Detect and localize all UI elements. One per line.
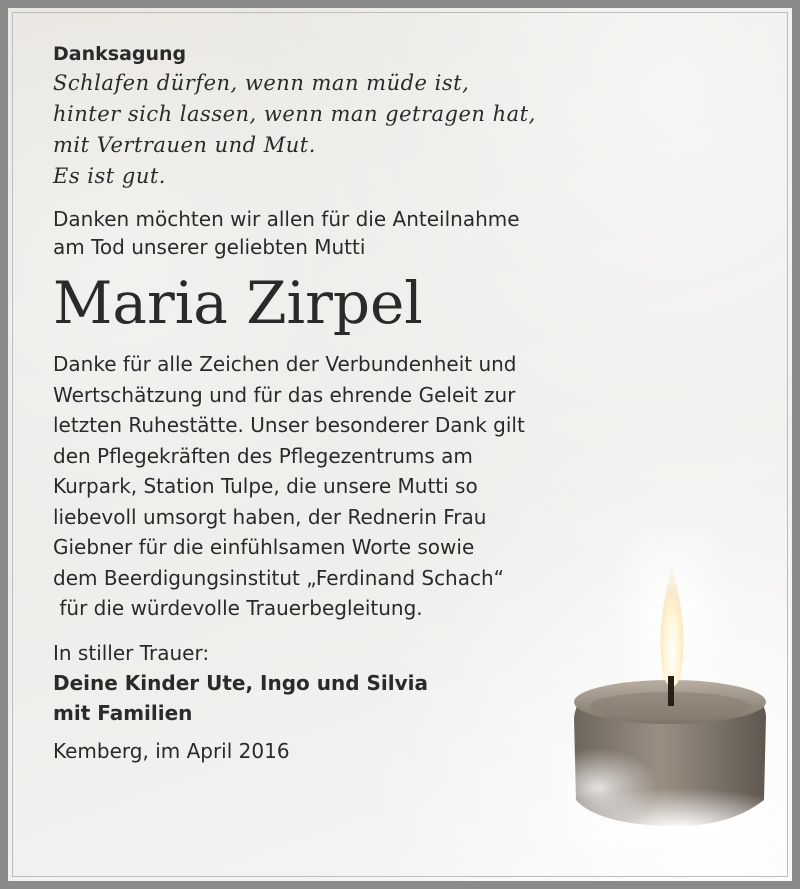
thanks-line: für die würdevolle Trauerbegleitung. [53, 596, 423, 620]
intro [53, 205, 653, 261]
thanks-paragraph [53, 349, 653, 624]
place-date: Kemberg, im April 2016 [53, 738, 290, 763]
poem-line: hinter sich lassen, wenn man getragen hat, [53, 102, 536, 126]
signatory-line: mit Familien [53, 700, 193, 725]
mourning-label: In stiller Trauer: [53, 640, 210, 665]
candle-illustration [568, 528, 788, 848]
signatory-line: Deine Kinder Ute, Ingo und Silvia [53, 670, 428, 695]
poem [53, 68, 653, 192]
poem-line: Schlafen dürfen, wenn man müde ist, [53, 71, 470, 95]
thanks-line: dem Beerdigungsinstitut „Ferdinand Schach“ [53, 565, 505, 590]
intro-line: am Tod unserer geliebten Mutti [53, 235, 366, 259]
thanks-line: Giebner für die einfühlsamen Worte sowie [53, 535, 475, 559]
intro-line: Danken möchten wir allen für die Anteilnahme [53, 207, 520, 231]
thanks-line: Danke für alle Zeichen der Verbundenheit und [53, 352, 517, 376]
deceased-name: Maria Zirpel [53, 269, 423, 337]
poem-line: Es ist gut. [53, 164, 166, 188]
poem-line: mit Vertrauen und Mut. [53, 133, 316, 157]
notice-text [53, 40, 653, 766]
thanks-line: Kurpark, Station Tulpe, die unsere Mutti so [53, 474, 478, 498]
thanks-line: liebevoll umsorgt haben, der Rednerin Frau [53, 504, 487, 529]
thanks-line: letzten Ruhestätte. Unser besonderer Dank gilt [53, 413, 525, 437]
thanks-line: den Pflegekräften des Pflegezentrums am [53, 443, 473, 468]
thanks-line: Wertschätzung und für das ehrende Geleit zur [53, 382, 516, 407]
heading: Danksagung [53, 43, 187, 65]
